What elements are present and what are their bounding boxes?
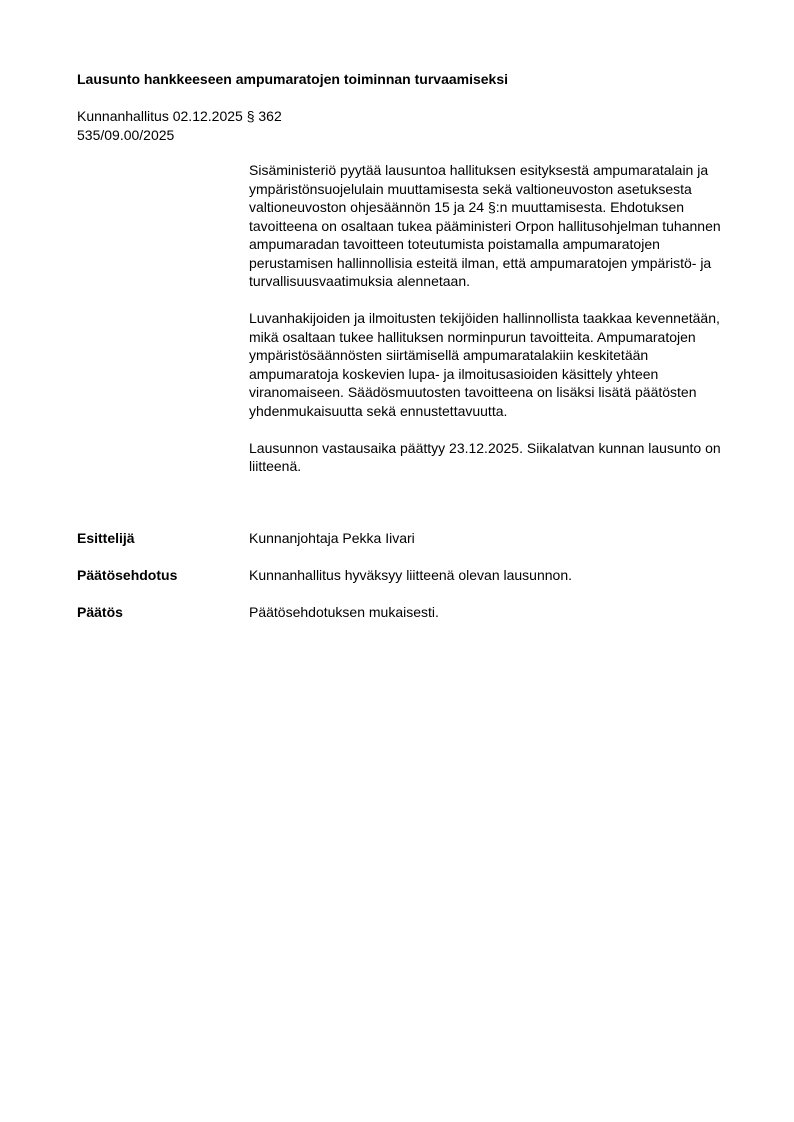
paragraph-3: Lausunnon vastausaika päättyy 23.12.2025. Siikalatvan kunnan lausunto on liitteenä. [249,439,721,474]
document-title: Lausunto hankkeeseen ampumaratojen toiminnan turvaamiseksi [77,71,509,87]
decision-value: Päätösehdotuksen mukaisesti. [249,604,439,620]
paragraph-1: Sisäministeriö pyytää lausuntoa hallituksen esityksestä ampumaratalain ja ympäristönsuojelulain muuttamisesta sekä valtioneuvoston asetuksesta valtioneuvoston ohjesäännön 15 ja 24 §:n muuttamisesta. Ehdotuksen tavoitteena on osaltaan tukea pääministeri Orpon hallitusohjelman tuhannen ampumaradan tavoitteen toteutumista poistamalla ampumaratojen perustamisen hallinnollisia esteitä ilman, että ampumaratojen ympäristö- ja turvallisuusvaatimuksia alennetaan. [249,162,721,289]
proposal-row [77,566,737,585]
record-number: 535/09.00/2025 [77,126,175,143]
statement-body [249,161,729,494]
paragraph-2: Luvanhakijoiden ja ilmoitusten tekijöiden hallinnollista taakkaa kevennetään, mikä osaltaan tukee hallituksen norminpurun tavoitteita. Ampumaratojen ympäristösäännösten siirtämisellä ampumaratalakiin keskitetään ampumaratoja koskevien lupa- ja ilmoitusasioiden käsittely yhteen viranomaiseen. Säädösmuutosten tavoitteena on lisäksi lisätä päätösten yhdenmukaisuutta sekä ennustettavuutta. [249,310,720,419]
proposal-label: Päätösehdotus [77,567,178,583]
meeting-line: Kunnanhallitus 02.12.2025 § 362 [77,108,282,124]
proposal-value: Kunnanhallitus hyväksyy liitteenä olevan lausunnon. [249,567,572,583]
presenter-value: Kunnanjohtaja Pekka Iivari [249,530,415,546]
presenter-label: Esittelijä [77,530,135,546]
decision-row [77,603,737,622]
meeting-info [77,107,282,144]
presenter-row [77,529,737,548]
decision-label: Päätös [77,604,123,620]
